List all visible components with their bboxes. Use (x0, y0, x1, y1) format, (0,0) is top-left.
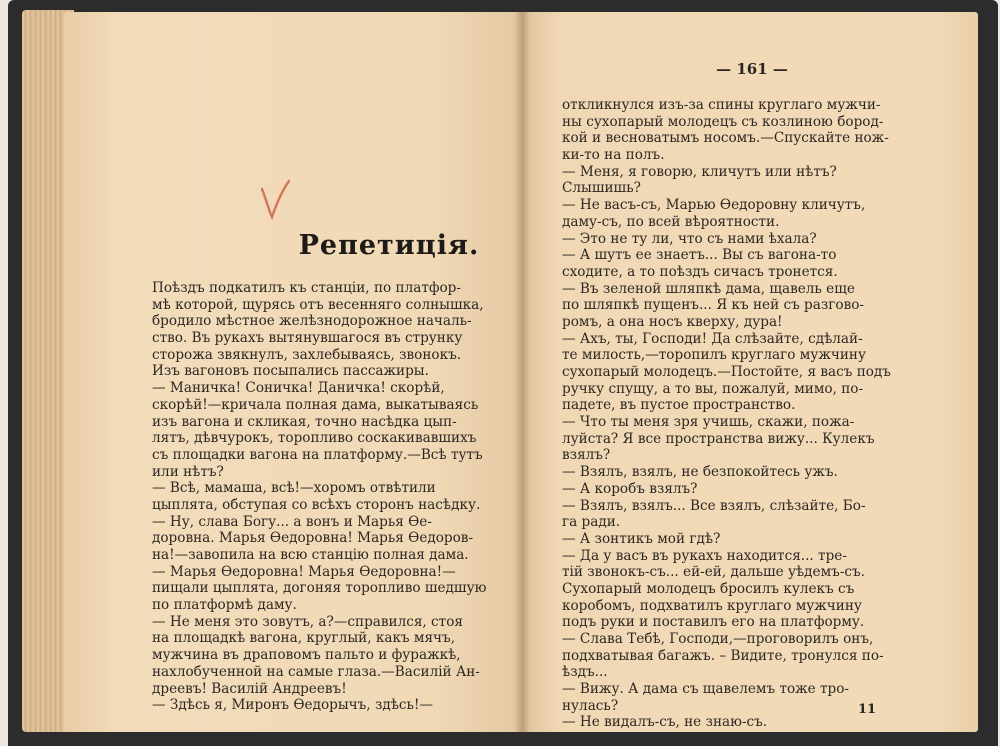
text-line: — Здѣсь я, Миронъ Ѳедорычъ, здѣсь!— (152, 697, 433, 714)
text-line: — А шутъ ее знаетъ... Вы съ вагона-то (562, 247, 837, 264)
text-line: — Ахъ, ты, Господи! Да слѣзайте, сдѣлай- (562, 330, 863, 347)
text-line: — Да у васъ въ рукахъ находится... тре- (562, 547, 847, 564)
text-line: — Марья Ѳедоровна! Марья Ѳедоровна!— (152, 563, 456, 580)
book-gutter (514, 12, 530, 732)
text-line: — Маничка! Соничка! Даничка! скорѣй, (152, 380, 445, 397)
text-line: га ради. (562, 514, 621, 531)
text-line: ѣздъ... (562, 664, 608, 681)
page-number: — 161 — (716, 60, 788, 78)
text-line: ны сухопарый молодецъ съ козлиною бород- (562, 113, 884, 130)
text-line: — Слава Тебѣ, Господи,—проговорилъ онъ, (562, 631, 874, 647)
text-line: нахлобученной на самые глаза.—Василій Ан- (152, 663, 480, 680)
text-line: на площадкѣ вагона, круглый, какъ мячъ, (152, 630, 456, 647)
signature-mark: 11 (858, 702, 877, 717)
text-line: пищали цыплята, догоняя торопливо шедшую (152, 580, 487, 597)
text-line: — Это не ту ли, что съ нами ѣхала? (562, 230, 817, 247)
text-line: — Не меня это зовутъ, а?—справился, стоя (152, 613, 463, 630)
text-line: тій звонокъ-съ... ей-ей, дальше уѣдемъ-съ. (562, 564, 865, 581)
text-line: по шляпкѣ пущенъ... Я къ ней съ разгово- (562, 297, 865, 314)
text-line: те милость,—торопилъ круглаго мужчину (562, 347, 866, 364)
text-line: Изъ вагоновъ посыпались пассажиры. (152, 363, 429, 380)
text-line: Сухопарый молодецъ бросилъ кулекъ съ (562, 580, 855, 597)
text-line: — Вижу. А дама съ щавелемъ тоже тро- (562, 681, 850, 698)
text-line: Поѣздъ подкатилъ къ станціи, по платфор- (152, 280, 461, 296)
text-line: ство. Въ рукахъ вытянувшагося въ струнку (152, 330, 463, 347)
text-line: сходите, а то поѣздъ сичасъ тронется. (562, 263, 838, 280)
text-line: луйста? Я все пространства вижу... Кулекъ (562, 430, 875, 447)
text-line: — Взялъ, взялъ, не безпокойтесь ужъ. (562, 464, 838, 481)
text-line: ки-то на полъ. (562, 147, 665, 164)
text-line: — А зонтикъ мой гдѣ? (562, 530, 721, 547)
text-line: — Не видалъ-съ, не знаю-съ. (562, 714, 768, 731)
text-line: — Меня, я говорю, кличутъ или нѣтъ? (562, 163, 837, 180)
text-line: даму-съ, по всей вѣроятности. (562, 213, 780, 230)
text-line: мужчина въ драповомъ пальто и фуражкѣ, (152, 647, 461, 664)
text-line: доровна. Марья Ѳедоровна! Марья Ѳедоров- (152, 530, 474, 547)
text-line: скорѣй!—кричала полная дама, выкатываясь (152, 396, 479, 413)
text-line: коробомъ, подхватилъ круглаго мужчину (562, 597, 862, 614)
text-line: бродило мѣстное желѣзнодорожное началь- (152, 313, 472, 330)
text-line: — Что ты меня зря учишь, скажи, пожа- (562, 414, 855, 431)
text-line: — А коробъ взялъ? (562, 480, 698, 497)
text-line: сухопарый молодецъ.—Постойте, я васъ подъ (562, 364, 891, 380)
text-line: подхватывая багажъ. – Видите, тронулся по- (562, 647, 884, 664)
text-line: падете, въ пустое пространство. (562, 397, 796, 414)
text-line: подъ руки и поставилъ его на платформу. (562, 614, 865, 631)
pencil-checkmark (256, 177, 292, 223)
text-line: изъ вагона и скликая, точно насѣдка цып- (152, 413, 457, 430)
text-line: взялъ? (562, 447, 611, 464)
text-line: откликнулся изъ-за спины круглаго мужчи- (562, 97, 881, 113)
text-line: на!—завопила на всю станцію полная дама. (152, 547, 469, 563)
text-line: — Ну, слава Богу... а вонъ и Марья Ѳе- (152, 513, 432, 530)
text-line: ручку спущу, а то вы, пожалуй, мимо, по- (562, 380, 864, 397)
text-line: дреевъ! Василій Андреевъ! (152, 680, 347, 697)
text-line: нулась? (562, 697, 619, 714)
text-line: ромъ, а она носъ кверху, дура! (562, 313, 783, 330)
text-line: — Въ зеленой шляпкѣ дама, щавель еще (562, 280, 855, 297)
text-line: лятъ, дѣвчурокъ, торопливо соскакивавшихъ (152, 430, 477, 447)
text-line: — Не васъ-съ, Марью Ѳедоровну кличутъ, (562, 197, 866, 214)
text-line: или нѣтъ? (152, 463, 224, 480)
right-page-text (562, 97, 891, 731)
text-line: — Взялъ, взялъ... Все взялъ, слѣзайте, Бо- (562, 497, 866, 514)
text-line: Слышишь? (562, 180, 641, 197)
text-line: съ площадки вагона на платформу.—Всѣ тутъ (152, 446, 483, 463)
text-line: цыплята, обступая со всѣхъ сторонъ насѣдку. (152, 496, 481, 513)
right-page (522, 12, 978, 732)
chapter-title: Репетиція. (298, 230, 480, 261)
text-line: кой и весноватымъ носомъ.—Спускайте нож- (562, 130, 889, 147)
left-page-text (152, 280, 486, 714)
text-line: — Всѣ, мамаша, всѣ!—хоромъ отвѣтили (152, 480, 436, 497)
text-line: мѣ которой, щурясь отъ весенняго солнышка, (152, 296, 484, 313)
text-line: сторожа звякнулъ, захлебываясь, звонокъ. (152, 346, 462, 363)
text-line: по платформѣ даму. (152, 597, 297, 614)
left-page (64, 12, 522, 732)
